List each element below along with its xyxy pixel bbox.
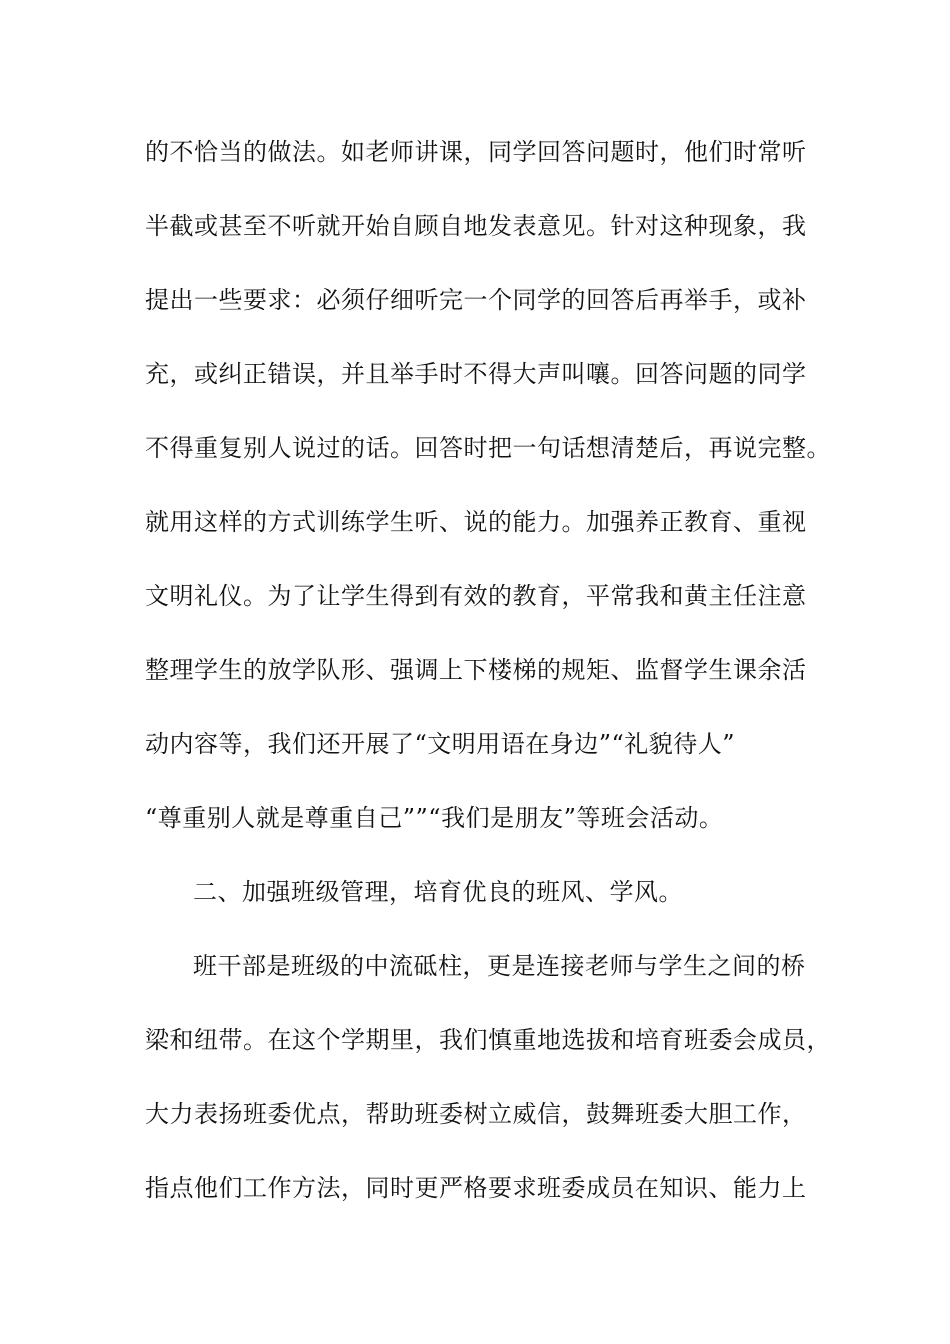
paragraph-line: 指点他们工作方法，同时更严格要求班委成员在知识、能力上 — [145, 1174, 807, 1202]
paragraph-line: 班干部是班级的中流砥柱，更是连接老师与学生之间的桥 — [193, 952, 806, 980]
paragraph-line: 就用这样的方式训练学生听、说的能力。加强养正教育、重视 — [145, 508, 807, 536]
paragraph-line: 的不恰当的做法。如老师讲课，同学回答问题时，他们时常听 — [145, 138, 807, 166]
paragraph-line: “尊重别人就是尊重自己””“我们是朋友”等班会活动。 — [145, 804, 724, 832]
section-heading: 二、加强班级管理，培育优良的班风、学风。 — [193, 878, 683, 906]
paragraph-line: 提出一些要求：必须仔细听完一个同学的回答后再举手，或补 — [145, 286, 807, 314]
paragraph-line: 梁和纽带。在这个学期里，我们慎重地选拔和培育班委会成员， — [145, 1026, 831, 1054]
paragraph-line: 大力表扬班委优点，帮助班委树立威信，鼓舞班委大胆工作， — [145, 1100, 807, 1128]
paragraph-line: 不得重复别人说过的话。回答时把一句话想清楚后，再说完整。 — [145, 434, 831, 462]
paragraph-line: 半截或甚至不听就开始自顾自地发表意见。针对这种现象，我 — [145, 212, 807, 240]
paragraph-line: 文明礼仪。为了让学生得到有效的教育，平常我和黄主任注意 — [145, 582, 807, 610]
paragraph-line: 动内容等，我们还开展了“文明用语在身边”“礼貌待人” — [145, 730, 736, 758]
paragraph-line: 整理学生的放学队形、强调上下楼梯的规矩、监督学生课余活 — [145, 656, 807, 684]
paragraph-line: 充，或纠正错误，并且举手时不得大声叫嚷。回答问题的同学 — [145, 360, 807, 388]
